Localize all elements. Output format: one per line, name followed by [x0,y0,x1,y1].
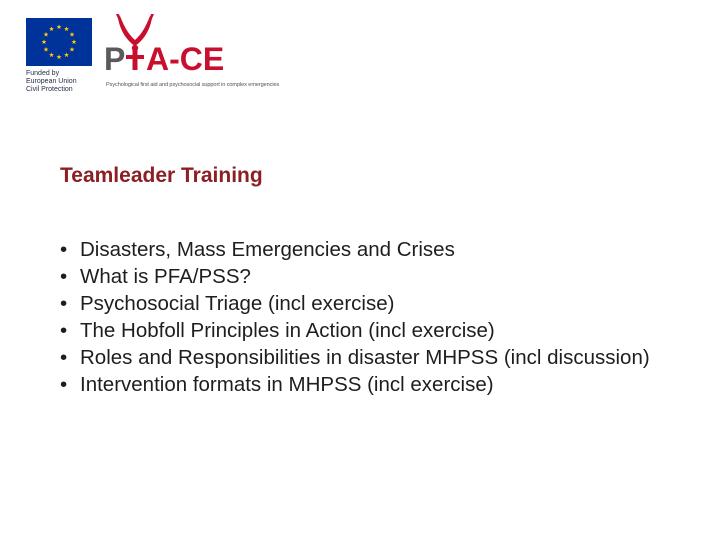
bullet-dot-icon: • [60,373,68,396]
bullet-item [60,317,700,344]
pyace-tagline: Psychological first aid and psychosocial support in complex emergencies [106,82,280,88]
bullet-item [60,236,700,263]
bullet-dot-icon: • [60,346,68,369]
eu-funding-logo [26,18,94,94]
svg-text:P: P [104,41,126,77]
bullet-text: Roles and Responsibilities in disaster MHPSS (incl discussion) [80,346,650,369]
bullet-item [60,371,700,398]
bullet-dot-icon: • [60,238,68,261]
eu-caption-line: European Union [26,78,77,85]
bullet-text: Disasters, Mass Emergencies and Crises [80,238,455,261]
bullet-text: Psychosocial Triage (incl exercise) [80,292,395,315]
pyace-wordmark-icon [104,12,274,78]
bullet-text: The Hobfoll Principles in Action (incl exercise) [80,319,495,342]
bullet-dot-icon: • [60,292,68,315]
bullet-text: Intervention formats in MHPSS (incl exercise) [80,373,494,396]
pyace-logo [104,12,280,98]
bullet-item [60,290,700,317]
svg-text:A-CE: A-CE [146,41,225,77]
bullet-item [60,344,700,371]
eu-flag-icon [26,18,92,66]
eu-caption-line: Civil Protection [26,86,73,93]
bullet-dot-icon: • [60,265,68,288]
bullet-item [60,263,700,290]
slide-title: Teamleader Training [60,164,263,187]
eu-caption-line: Funded by [26,70,60,77]
agenda-bullet-list [60,236,700,398]
eu-funding-caption [26,70,94,94]
bullet-dot-icon: • [60,319,68,342]
bullet-text: What is PFA/PSS? [80,265,251,288]
